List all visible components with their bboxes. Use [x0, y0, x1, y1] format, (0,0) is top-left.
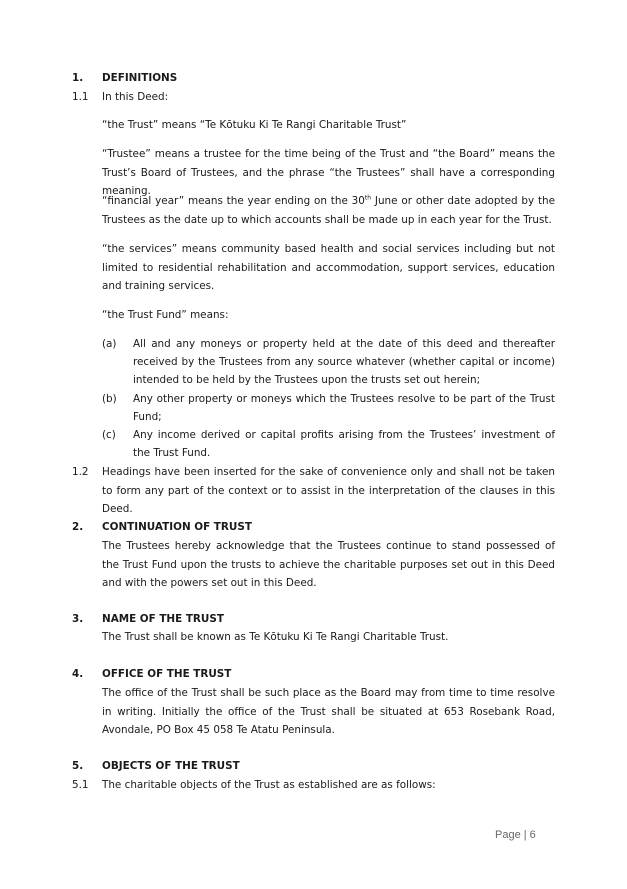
definition-trustee: “Trustee” means a trustee for the time being of the Trust and “the Board” means the Trust’s Board of Trustees, and the phrase “the Trustees” shall have a corresponding meaning.: [102, 148, 555, 198]
definition-trust: “the Trust” means “Te Kōtuku Ki Te Rangi Charitable Trust”: [102, 119, 407, 131]
section-text: The Trust shall be known as Te Kōtuku Ki Te Rangi Charitable Trust.: [102, 631, 449, 643]
section-number: 1.: [72, 72, 84, 84]
section-heading: OBJECTS OF THE TRUST: [102, 760, 240, 772]
section-text: The Trustees hereby acknowledge that the Trustees continue to stand possessed of the Trust Fund upon the trusts to achieve the charitable purposes set out in this Deed and with the powers set out in this Deed.: [102, 540, 555, 590]
clause-text: In this Deed:: [102, 91, 169, 103]
section-number: 2.: [72, 521, 84, 533]
list-item: All and any moneys or property held at the date of this deed and thereafter received by the Trustees from any source whatever (whether capital or income) intended to be held by the Trustees upon the trusts set out herein;: [133, 338, 555, 387]
definition-services: “the services” means community based health and social services including but not limited to residential rehabilitation and accommodation, support services, education and training services.: [102, 243, 555, 293]
list-item-label: (a): [102, 338, 117, 350]
clause-number: 1.1: [72, 91, 89, 103]
clause-number: 5.1: [72, 779, 89, 791]
definition-trust-fund: “the Trust Fund” means:: [102, 309, 229, 321]
section-number: 4.: [72, 668, 84, 680]
section-heading: DEFINITIONS: [102, 72, 178, 84]
section-number: 3.: [72, 613, 84, 625]
clause-text: The charitable objects of the Trust as established are as follows:: [102, 779, 436, 791]
list-item-label: (b): [102, 393, 117, 405]
section-heading: OFFICE OF THE TRUST: [102, 668, 232, 680]
clause-text: Headings have been inserted for the sake of convenience only and shall not be taken to form any part of the context or to assist in the interpretation of the clauses in this Deed.: [102, 466, 555, 516]
section-heading: CONTINUATION OF TRUST: [102, 521, 252, 533]
list-item: Any other property or moneys which the Trustees resolve to be part of the Trust Fund;: [133, 393, 555, 424]
section-text: The office of the Trust shall be such place as the Board may from time to time resolve in writing. Initially the office of the Trust shall be situated at 653 Rosebank Road, Avondale, PO Box 45 058 Te Atatu Peninsula.: [102, 687, 555, 737]
list-item-label: (c): [102, 429, 116, 441]
page-number: Page | 6: [495, 829, 536, 841]
section-number: 5.: [72, 760, 84, 772]
section-heading: NAME OF THE TRUST: [102, 613, 224, 625]
definition-financial-year: “financial year” means the year ending on the 30th June or other date adopted by the Trustees as the date up to which accounts shall be made up in each year for the Trust.: [102, 194, 556, 226]
list-item: Any income derived or capital profits arising from the Trustees’ investment of the Trust Fund.: [133, 429, 555, 460]
clause-number: 1.2: [72, 466, 89, 478]
